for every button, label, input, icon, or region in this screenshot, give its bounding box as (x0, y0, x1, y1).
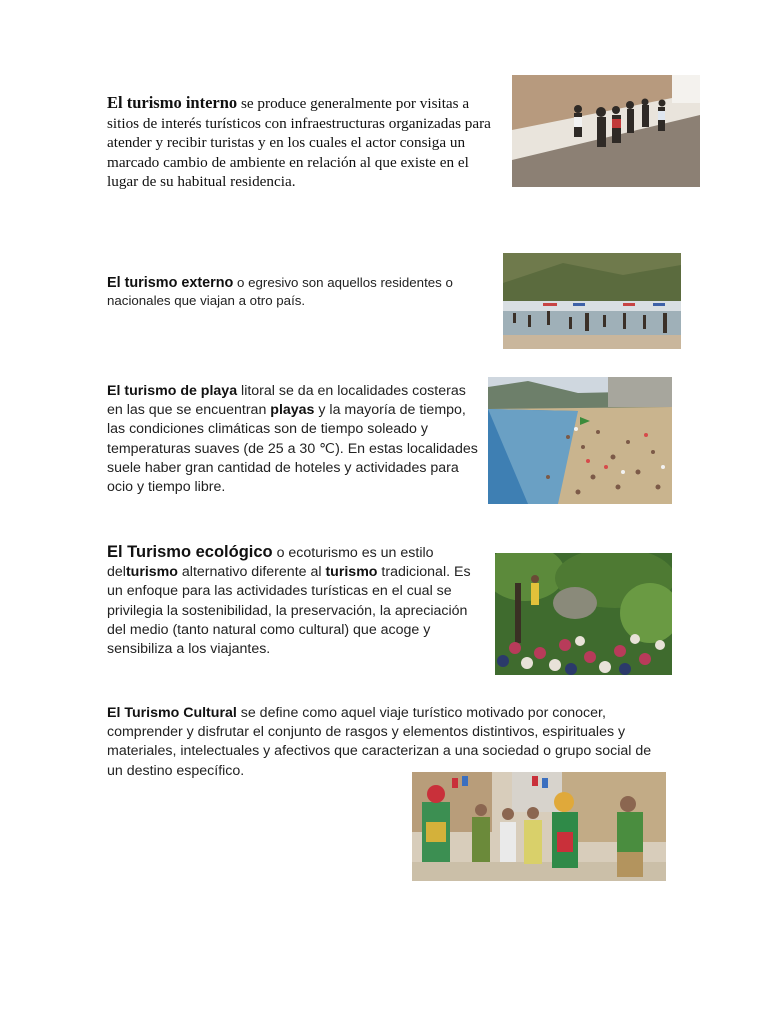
bold-turismo-1: turismo (125, 564, 178, 581)
section-turismo-externo (107, 274, 487, 310)
heading-turismo-interno: El turismo interno (107, 93, 238, 112)
section-turismo-ecologico (107, 543, 483, 659)
heading-turismo-ecologico: El Turismo ecológico (107, 543, 273, 561)
heading-turismo-playa: El turismo de playa (107, 383, 238, 399)
photo-turismo-ecologico (495, 553, 672, 675)
text-turismo-interno: se produce generalmente por visitas a sitios de interés turísticos con infraestructuras organizadas para atender y recibir turistas y en los cuales el actor consiga un marcado cambio de ambiente en relación al que existe en el lugar de su habitual residencia. (107, 95, 491, 190)
photo-turismo-playa (488, 377, 672, 504)
bold-turismo-2: turismo (325, 564, 378, 581)
heading-turismo-externo: El turismo externo (107, 275, 234, 291)
text-turismo-cultural: se define como aquel viaje turístico motivado por conocer, comprender y disfrutar el conjunto de rasgos y elementos distintivos, espirituales y materiales, intelectuales y afectivos que caracterizan a una sociedad o grupo social de un destino específico. (107, 705, 652, 779)
section-turismo-playa (107, 382, 479, 497)
text-turismo-externo: o egresivo son aquellos residentes o nacionales que viajan a otro país. (107, 275, 453, 308)
section-turismo-cultural (107, 704, 663, 781)
text-turismo-playa-1: litoral se da en localidades costeras en las que se encuentran (107, 383, 466, 419)
photo-turismo-interno (512, 75, 700, 187)
text-turismo-ecologico-2: alternativo diferente al (177, 564, 326, 581)
text-turismo-ecologico-3: tradicional. Es un enfoque para las actividades turísticas en el cual se privilegia la sostenibilidad, la preservación, la apreciación del medio (tanto natural como cultural) que acoge y sensibiliza a los viajantes. (107, 564, 471, 658)
text-turismo-playa-2: y la mayoría de tiempo, las condiciones climáticas son de tiempo soleado y temperaturas suaves (de 25 a 30 ℃). En estas localidades suele haber gran cantidad de hoteles y actividades para ocio y tiempo libre. (107, 402, 478, 496)
photo-turismo-externo (503, 253, 681, 349)
heading-turismo-cultural: El Turismo Cultural (107, 705, 237, 721)
bold-playas: playas (270, 402, 315, 419)
photo-turismo-cultural (412, 772, 666, 881)
section-turismo-interno (107, 93, 499, 192)
text-turismo-ecologico-1: o ecoturismo es un estilo del (107, 545, 434, 581)
